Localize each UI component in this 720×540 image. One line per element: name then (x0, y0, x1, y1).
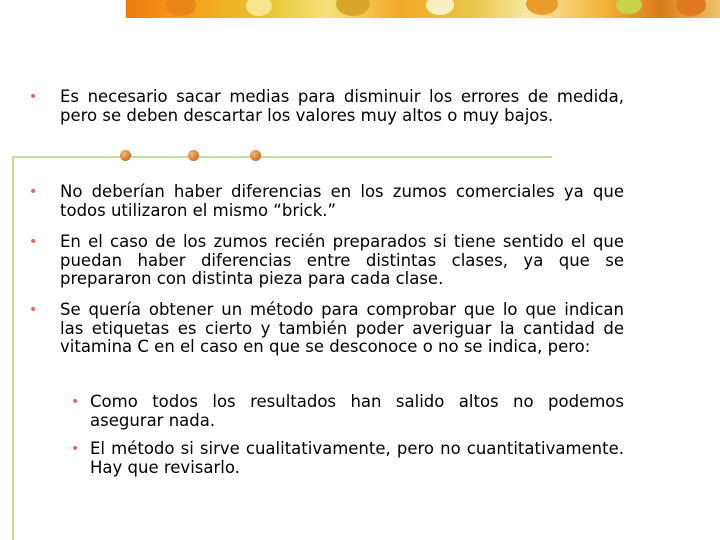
left-rule-line (12, 158, 14, 540)
bullet-marker: • (29, 184, 38, 200)
sub-bullet-marker: • (71, 441, 80, 457)
bullet-item-1: Es necesario sacar medias para disminuir los errores de medida, pero se deben descartar los valores muy altos o muy bajos. (60, 87, 624, 125)
bullet-marker: • (29, 89, 38, 105)
bullet-item-4: Se quería obtener un método para comprobar que lo que indican las etiquetas es cierto y también poder averiguar la cantidad de vitamina C en el caso en que se desconoce o no se indica, pero: (60, 300, 624, 356)
bullet-marker: • (29, 302, 38, 318)
bullet-marker: • (29, 234, 38, 250)
sub-bullet-item-1: Como todos los resultados han salido altos no podemos asegurar nada. (90, 392, 624, 430)
sub-bullet-marker: • (71, 394, 80, 410)
rule-dot (120, 150, 131, 161)
decorative-fruit-banner (126, 0, 720, 18)
rule-dot (250, 150, 261, 161)
sub-bullet-item-2: El método si sirve cualitativamente, pero no cuantitativamente. Hay que revisarlo. (90, 439, 624, 477)
rule-dot (188, 150, 199, 161)
bullet-item-2: No deberían haber diferencias en los zumos comerciales ya que todos utilizaron el mismo “brick.” (60, 182, 624, 220)
horizontal-rule-line (12, 156, 552, 158)
bullet-item-3: En el caso de los zumos recién preparados si tiene sentido el que puedan haber diferencias entre distintas clases, ya que se prepararon con distinta pieza para cada clase. (60, 232, 624, 288)
